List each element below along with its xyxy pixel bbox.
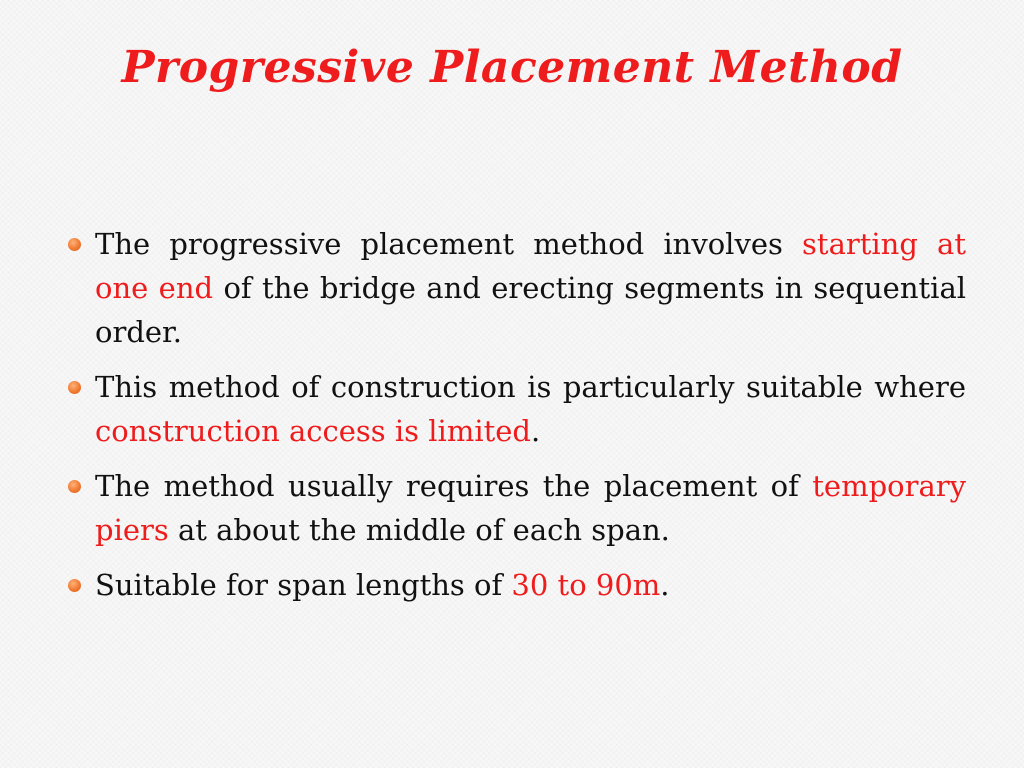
bullet-highlight: starting at one end — [95, 227, 966, 305]
bullet-text: The progressive placement method involves — [95, 227, 803, 261]
bullet-text: This method of construction is particularly suitable where — [95, 370, 966, 404]
bullet-item — [68, 222, 966, 354]
bullet-text: . — [660, 568, 670, 602]
bullet-list — [68, 222, 966, 618]
bullet-item — [68, 464, 966, 552]
bullet-highlight: 30 to 90m — [511, 568, 661, 602]
bullet-dot-icon — [68, 579, 81, 592]
bullet-text: Suitable for span lengths of — [95, 568, 512, 602]
bullet-dot-icon — [68, 238, 81, 251]
slide-title: Progressive Placement Method — [121, 42, 903, 93]
bullet-text: . — [530, 414, 541, 448]
bullet-highlight: temporary piers — [95, 469, 966, 547]
bullet-text: The method usually requires the placement of — [95, 469, 813, 503]
bullet-dot-icon — [68, 381, 81, 394]
bullet-text: at about the middle of each span. — [168, 513, 670, 547]
bullet-dot-icon — [68, 480, 81, 493]
bullet-highlight: construction access is limited — [95, 414, 531, 448]
bullet-item — [68, 563, 966, 607]
bullet-text: of the bridge and erecting segments in sequential order. — [95, 271, 967, 349]
bullet-item — [68, 365, 966, 453]
